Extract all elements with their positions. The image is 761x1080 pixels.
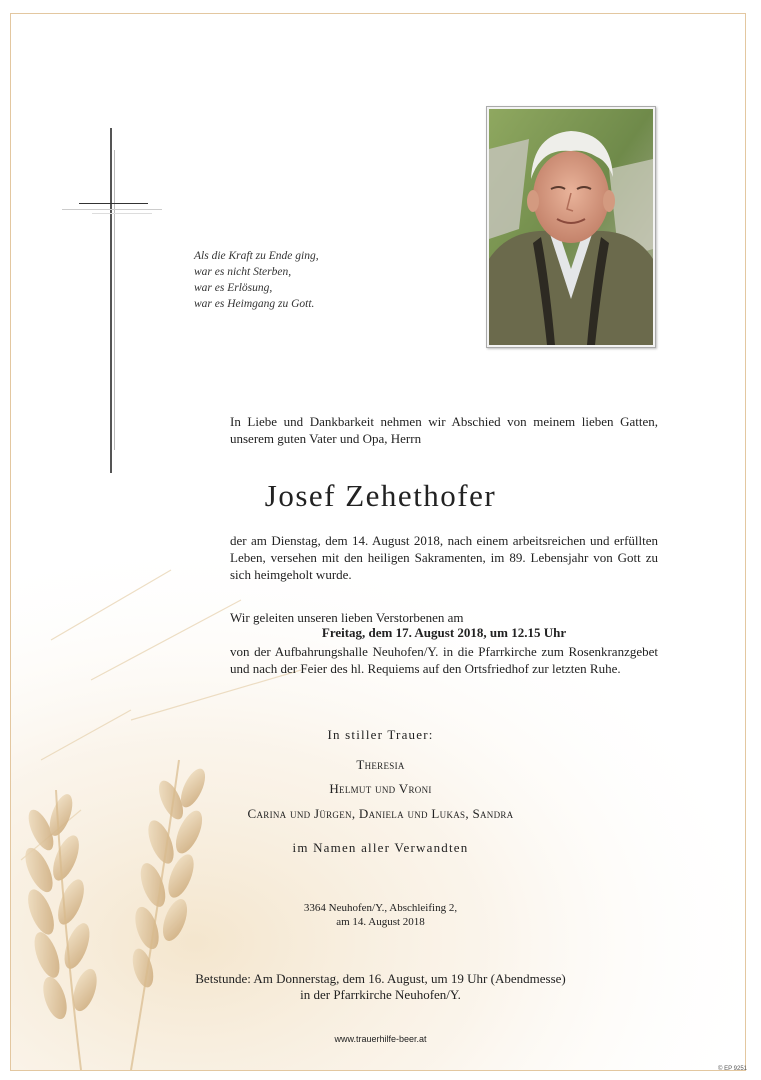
poem-line-2: war es nicht Sterben,: [194, 266, 292, 278]
deceased-name: Josef Zehethofer: [264, 478, 497, 513]
mourners-closing: im Namen aller Verwandten: [292, 840, 469, 855]
death-announcement: der am Dienstag, dem 14. August 2018, nach einem arbeitsreichen und erfüllten Leben, versehen mit den heiligen Sakramenten, im 89. Lebensjahr von Gott zu sich heimgeholt wurde.: [230, 533, 658, 582]
intro-text: In Liebe und Dankbarkeit nehmen wir Abschied von meinem lieben Gatten, unserem guten Vater und Opa, Herrn: [230, 414, 658, 446]
portrait-image: [489, 109, 653, 345]
mourners-heading: In stiller Trauer:: [327, 727, 434, 742]
mourner-line-1: Theresia: [356, 757, 405, 772]
cross-horizontal-beam: [79, 203, 148, 204]
address-line-1: 3364 Neuhofen/Y., Abschleifing 2,: [303, 902, 458, 914]
poem-line-4: war es Heimgang zu Gott.: [194, 298, 315, 310]
website-link[interactable]: www.trauerhilfe-beer.at: [334, 1034, 427, 1044]
funeral-intro: Wir geleiten unseren lieben Verstorbenen am: [230, 610, 464, 625]
poem-line-1: Als die Kraft zu Ende ging,: [194, 250, 319, 262]
mourner-line-3: Carina und Jürgen, Daniela und Lukas, Sandra: [247, 806, 514, 821]
cross-horizontal-shadow-2: [92, 213, 152, 214]
prayer-line-1: Betstunde: Am Donnerstag, dem 16. August, um 19 Uhr (Abendmesse): [195, 971, 566, 986]
cross-vertical-beam: [110, 128, 112, 473]
portrait-photo: [486, 106, 656, 348]
funeral-date: Freitag, dem 17. August 2018, um 12.15 Uhr: [321, 625, 567, 640]
address-line-2: am 14. August 2018: [336, 916, 425, 928]
print-code: © EP 9251: [718, 1066, 747, 1072]
mourner-line-2: Helmut und Vroni: [329, 781, 432, 796]
prayer-line-2: in der Pfarrkirche Neuhofen/Y.: [300, 987, 461, 1002]
prayer-service: [0, 971, 761, 1003]
funeral-details: von der Aufbahrungshalle Neuhofen/Y. in die Pfarrkirche zum Rosenkranzgebet und nach der Feier des hl. Requiems auf den Ortsfriedhof zur letzten Ruhe.: [230, 644, 658, 676]
cross-vertical-shadow: [114, 150, 115, 450]
cross-horizontal-shadow: [62, 209, 162, 210]
poem-line-3: war es Erlösung,: [194, 282, 273, 294]
poem: [194, 248, 319, 312]
address-block: [0, 901, 761, 929]
